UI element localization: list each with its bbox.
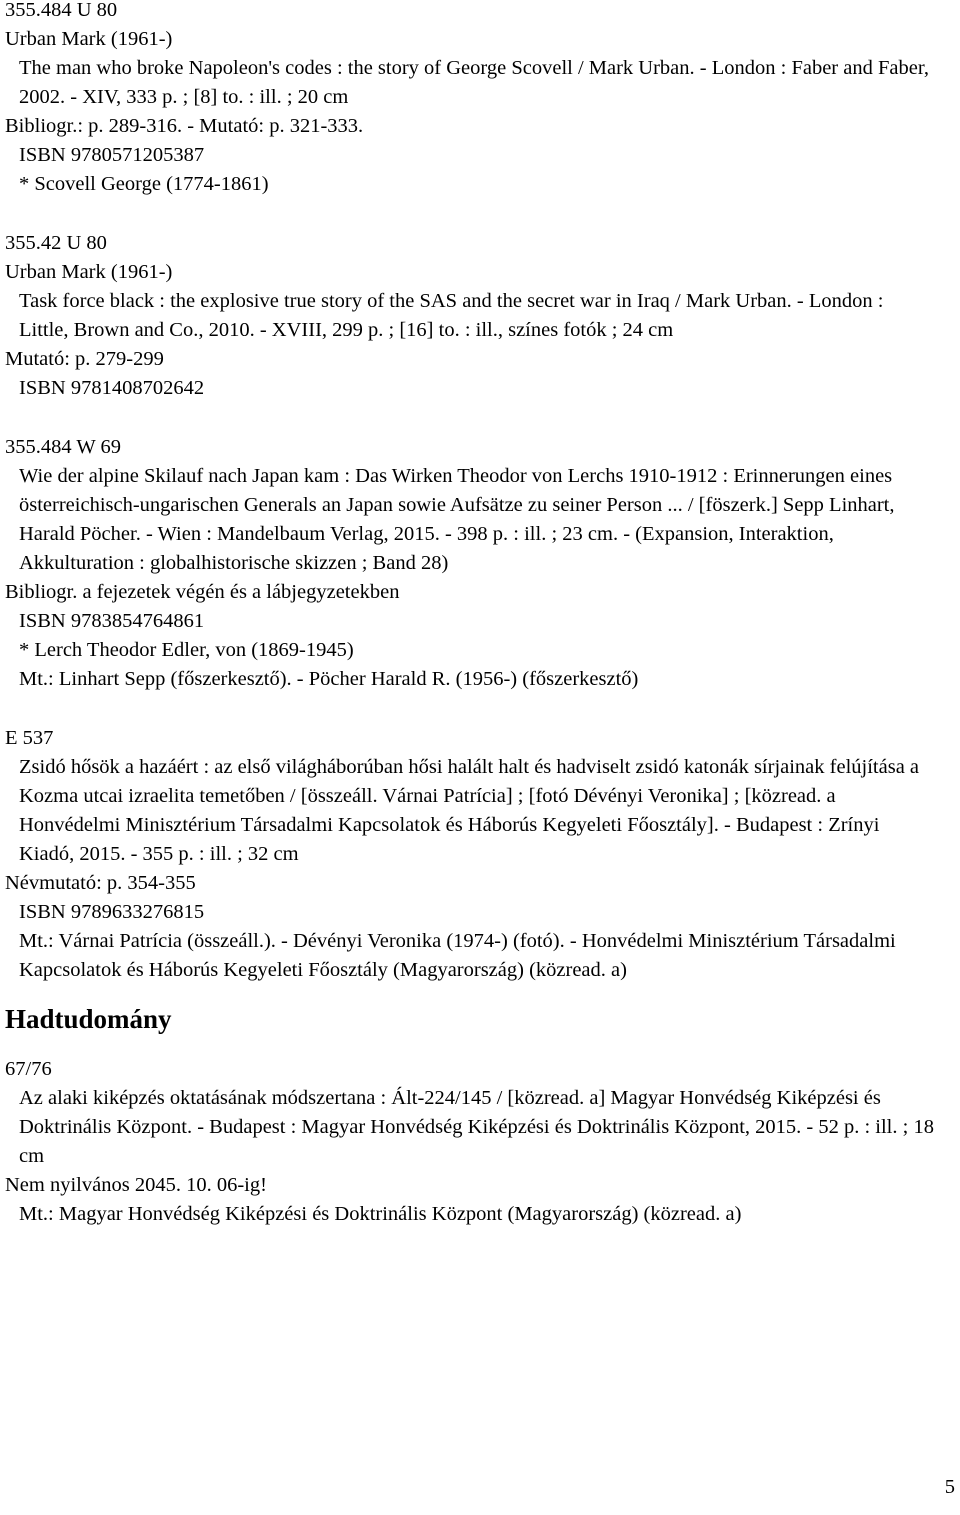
entry-spacer (5, 403, 935, 433)
entry-line: The man who broke Napoleon's codes : the story of George Scovell / Mark Urban. - London : Faber and Faber, 2002. - XIV, 333 p. ; [8] to. : ill. ; 20 cm (19, 57, 929, 108)
catalog-entry (5, 724, 935, 985)
entry-line: E 537 (5, 727, 54, 749)
entries-before-section (5, 0, 935, 985)
entry-line: Wie der alpine Skilauf nach Japan kam : Das Wirken Theodor von Lerchs 1910-1912 : Erinnerungen eines österreichisch-ungarischen Generals an Japan sowie Aufsätze zu seiner Person ... / [föszerk.] Sepp Linhart, Harald Pöcher. - Wien : Mandelbaum Verlag, 2015. - 398 p. : ill. ; 23 cm. - (Expansion, Interaktion, Akkulturation : globalhistorische skizzen ; Band 28) (19, 465, 895, 574)
section-heading: Hadtudomány (5, 1004, 172, 1034)
entry-line: ISBN 9781408702642 (19, 377, 205, 399)
entry-line: ISBN 9789633276815 (19, 901, 205, 923)
entry-line: ISBN 9783854764861 (19, 610, 205, 632)
entry-line: * Lerch Theodor Edler, von (1869-1945) (19, 639, 354, 661)
entry-line: ISBN 9780571205387 (19, 144, 205, 166)
entry-spacer (5, 199, 935, 229)
entries-after-section (5, 1055, 935, 1229)
entry-line: Zsidó hősök a hazáért : az első világháborúban hősi halált halt és hadviselt zsidó katonák sírjainak felújítása a Kozma utcai izraelita temetőben / [összeáll. Várnai Patrícia] ; [fotó Dévényi Veronika] ; [közread. a Honvédelmi Minisztérium Társadalmi Kapcsolatok és Háborús Kegyeleti Főosztály]. - Budapest : Zrínyi Kiadó, 2015. - 355 p. : ill. ; 32 cm (19, 756, 920, 865)
entry-line: 67/76 (5, 1058, 52, 1080)
catalog-entry (5, 1055, 935, 1229)
entry-line: Mt.: Linhart Sepp (főszerkesztő). - Pöcher Harald R. (1956-) (főszerkesztő) (19, 668, 639, 690)
entry-line: 355.484 W 69 (5, 436, 121, 458)
entry-line: Névmutató: p. 354-355 (5, 872, 196, 894)
entry-line: Urban Mark (1961-) (5, 28, 173, 50)
entry-line: Task force black : the explosive true story of the SAS and the secret war in Iraq / Mark Urban. - London : Little, Brown and Co., 2010. - XVIII, 299 p. ; [16] to. : ill., színes fotók ; 24 cm (19, 290, 884, 341)
entry-line: Mutató: p. 279-299 (5, 348, 164, 370)
entry-line: 355.42 U 80 (5, 232, 107, 254)
entry-line: Bibliogr. a fejezetek végén és a lábjegyzetekben (5, 581, 400, 603)
entry-line: Nem nyilvános 2045. 10. 06-ig! (5, 1174, 267, 1196)
entry-line: Mt.: Magyar Honvédség Kiképzési és Doktrinális Központ (Magyarország) (közread. a) (19, 1203, 742, 1225)
catalog-entry (5, 433, 935, 694)
entry-line: Bibliogr.: p. 289-316. - Mutató: p. 321-333. (5, 115, 364, 137)
catalog-entry (5, 0, 935, 199)
entry-line: * Scovell George (1774-1861) (19, 173, 269, 195)
catalog-entry (5, 229, 935, 403)
catalog-page (5, 0, 935, 1229)
entry-line: Urban Mark (1961-) (5, 261, 173, 283)
entry-line: Az alaki kiképzés oktatásának módszertana : Ált-224/145 / [közread. a] Magyar Honvédség Kiképzési és Doktrinális Központ. - Budapest : Magyar Honvédség Kiképzési és Doktrinális Központ, 2015. - 52 p. : ill. ; 18 cm (19, 1087, 934, 1167)
entry-spacer (5, 694, 935, 724)
entry-line: Mt.: Várnai Patrícia (összeáll.). - Dévényi Veronika (1974-) (fotó). - Honvédelmi Minisztérium Társadalmi Kapcsolatok és Háborús Kegyeleti Főosztály (Magyarország) (közread. a) (19, 930, 896, 981)
page-number: 5 (944, 1476, 955, 1498)
entry-line: 355.484 U 80 (5, 0, 118, 21)
